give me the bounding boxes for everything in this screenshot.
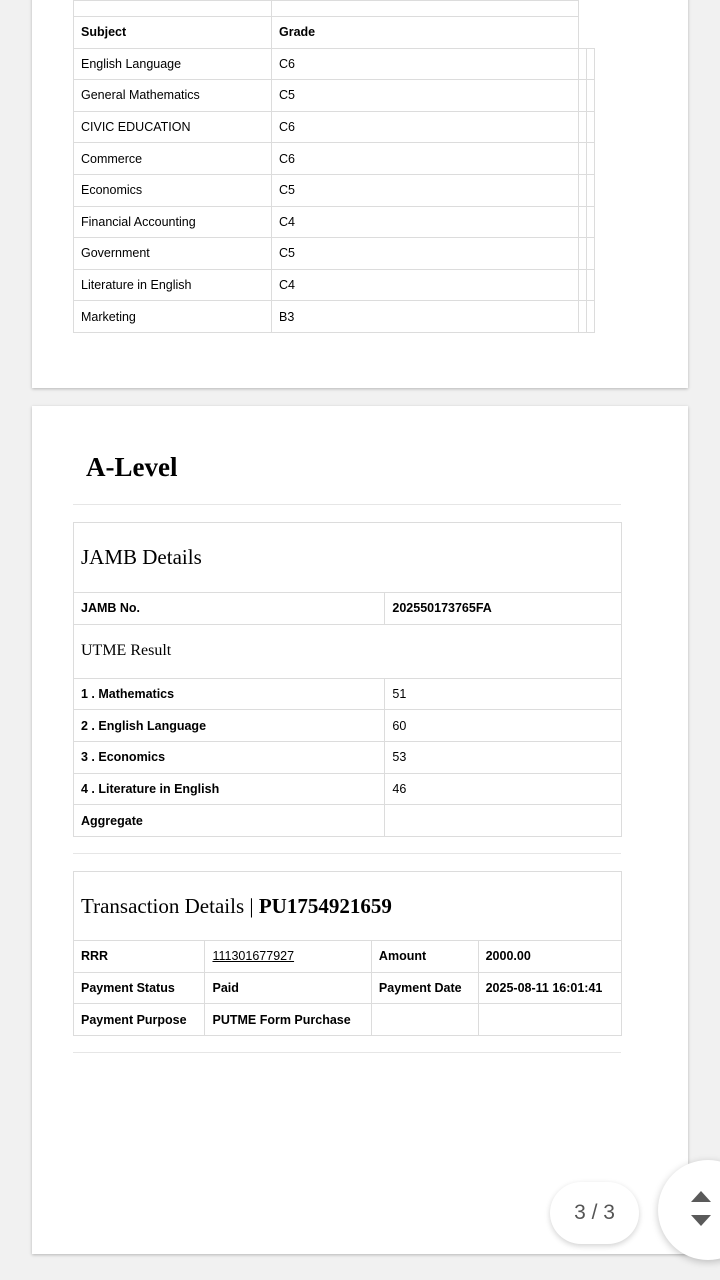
grade-cell: C4: [272, 269, 579, 301]
payment-status-label: Payment Status: [74, 972, 205, 1004]
subject-cell: Economics: [74, 174, 272, 206]
grade-cell: C6: [272, 143, 579, 175]
table-row: [74, 678, 622, 710]
divider: [73, 1052, 621, 1053]
grade-cell: C5: [272, 238, 579, 270]
down-arrow-icon[interactable]: [691, 1215, 711, 1226]
payment-purpose-value: PUTME Form Purchase: [205, 1004, 371, 1036]
up-arrow-icon[interactable]: [691, 1191, 711, 1202]
subject-cell: English Language: [74, 48, 272, 80]
subject-cell: Marketing: [74, 301, 272, 333]
grade-header: Grade: [272, 17, 579, 49]
subject-cell: Government: [74, 238, 272, 270]
jamb-no-value: 202550173765FA: [385, 593, 622, 625]
amount-label: Amount: [371, 941, 478, 973]
olevel-grades-table: [73, 0, 595, 333]
rrr-label: RRR: [74, 941, 205, 973]
table-row: [74, 206, 595, 238]
aggregate-label: Aggregate: [74, 805, 385, 837]
table-row: [74, 174, 595, 206]
transaction-id: PU1754921659: [258, 893, 392, 918]
transaction-title: [74, 872, 622, 941]
subject-cell: CIVIC EDUCATION: [74, 111, 272, 143]
utme-score: 60: [385, 710, 622, 742]
page-indicator: 3 / 3: [550, 1182, 639, 1244]
transaction-details-table: [73, 871, 622, 1036]
transaction-title-prefix: Transaction Details |: [81, 893, 259, 918]
aggregate-value: [385, 805, 622, 837]
utme-subject: 4 . Literature in English: [74, 773, 385, 805]
jamb-details-table: [73, 522, 622, 837]
table-row: [74, 773, 622, 805]
document-page-2: [32, 0, 688, 388]
grade-cell: B3: [272, 301, 579, 333]
payment-date-value: 2025-08-11 16:01:41: [478, 972, 621, 1004]
table-row: [74, 143, 595, 175]
grade-cell: C4: [272, 206, 579, 238]
grade-cell: C5: [272, 174, 579, 206]
grade-cell: C5: [272, 80, 579, 112]
table-row: [74, 710, 622, 742]
payment-status-value: Paid: [205, 972, 371, 1004]
utme-score: 53: [385, 742, 622, 774]
divider: [73, 504, 621, 505]
subject-cell: Commerce: [74, 143, 272, 175]
jamb-details-title: JAMB Details: [74, 523, 622, 593]
table-row: [74, 48, 595, 80]
subject-cell: General Mathematics: [74, 80, 272, 112]
payment-date-label: Payment Date: [371, 972, 478, 1004]
utme-score: 46: [385, 773, 622, 805]
rrr-link[interactable]: 111301677927: [212, 949, 295, 964]
amount-value: 2000.00: [478, 941, 621, 973]
utme-score: 51: [385, 678, 622, 710]
utme-subject: 3 . Economics: [74, 742, 385, 774]
table-row: [74, 301, 595, 333]
table-row: [74, 238, 595, 270]
table-row: [74, 80, 595, 112]
alevel-heading: A-Level: [86, 452, 178, 482]
table-row: [74, 742, 622, 774]
utme-result-title: UTME Result: [74, 624, 622, 678]
utme-subject: 1 . Mathematics: [74, 678, 385, 710]
subject-header: Subject: [74, 17, 272, 49]
document-page-3: [32, 406, 688, 1254]
divider: [73, 853, 621, 854]
subject-cell: Financial Accounting: [74, 206, 272, 238]
table-row: [74, 269, 595, 301]
utme-subject: 2 . English Language: [74, 710, 385, 742]
grade-cell: C6: [272, 111, 579, 143]
payment-purpose-label: Payment Purpose: [74, 1004, 205, 1036]
grade-cell: C6: [272, 48, 579, 80]
subject-cell: Literature in English: [74, 269, 272, 301]
jamb-no-label: JAMB No.: [74, 593, 385, 625]
table-row: [74, 111, 595, 143]
